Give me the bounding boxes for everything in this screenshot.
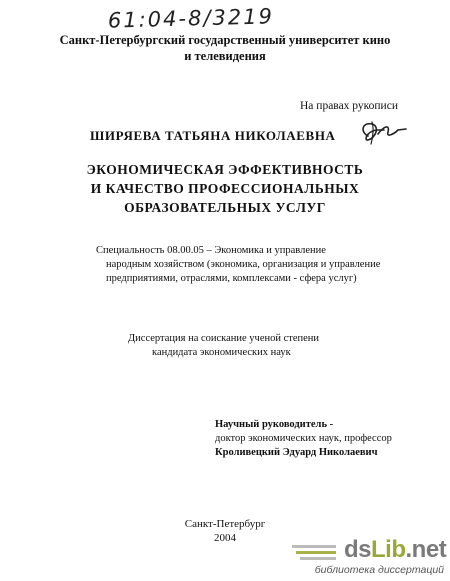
author-name: ШИРЯЕВА ТАТЬЯНА НИКОЛАЕВНА (90, 128, 336, 143)
advisor-degree: доктор экономических наук, профессор (215, 433, 392, 444)
year: 2004 (214, 532, 236, 544)
university-line-2: и телевидения (184, 49, 266, 63)
watermark-logo-icon (292, 542, 340, 564)
watermark (290, 536, 448, 580)
degree-line-1: Диссертация на соискание ученой степени (128, 333, 320, 344)
watermark-logo-prefix: ds (344, 536, 372, 563)
university-name (20, 32, 430, 64)
watermark-logo-suffix: .net (405, 536, 447, 563)
degree-line-2: кандидата экономических наук (152, 347, 291, 358)
advisor-label: Научный руководитель - (215, 419, 334, 430)
watermark-logo-accent: Lib (371, 536, 406, 563)
title-line-1: ЭКОНОМИЧЕСКАЯ ЭФФЕКТИВНОСТЬ (86, 162, 364, 177)
title-line-3: ОБРАЗОВАТЕЛЬНЫХ УСЛУГ (124, 200, 326, 215)
title-line-2: И КАЧЕСТВО ПРОФЕССИОНАЛЬНЫХ (90, 181, 360, 196)
city: Санкт-Петербург (184, 518, 266, 530)
advisor-block (215, 418, 435, 460)
degree-block (128, 332, 358, 360)
watermark-subtitle: библиотека диссертаций (314, 564, 444, 576)
specialty-line-1: Специальность 08.00.05 – Экономика и управление (96, 245, 326, 256)
university-line-1: Санкт-Петербургский государственный университет кино (59, 33, 391, 47)
specialty-line-2: народным хозяйством (экономика, организация и управление (106, 259, 381, 270)
advisor-name: Кроливецкий Эдуард Николаевич (215, 447, 378, 458)
signature-icon (354, 118, 410, 148)
specialty-block (96, 244, 386, 286)
place-and-year (150, 517, 300, 545)
handwritten-catalog-number: 61:04-8/3219 (107, 4, 275, 33)
specialty-line-3: предприятиями, отраслями, комплексами - сфера услуг) (106, 273, 357, 284)
watermark-logo (344, 536, 446, 564)
dissertation-title (30, 160, 420, 217)
rights-note: На правах рукописи (300, 100, 398, 112)
